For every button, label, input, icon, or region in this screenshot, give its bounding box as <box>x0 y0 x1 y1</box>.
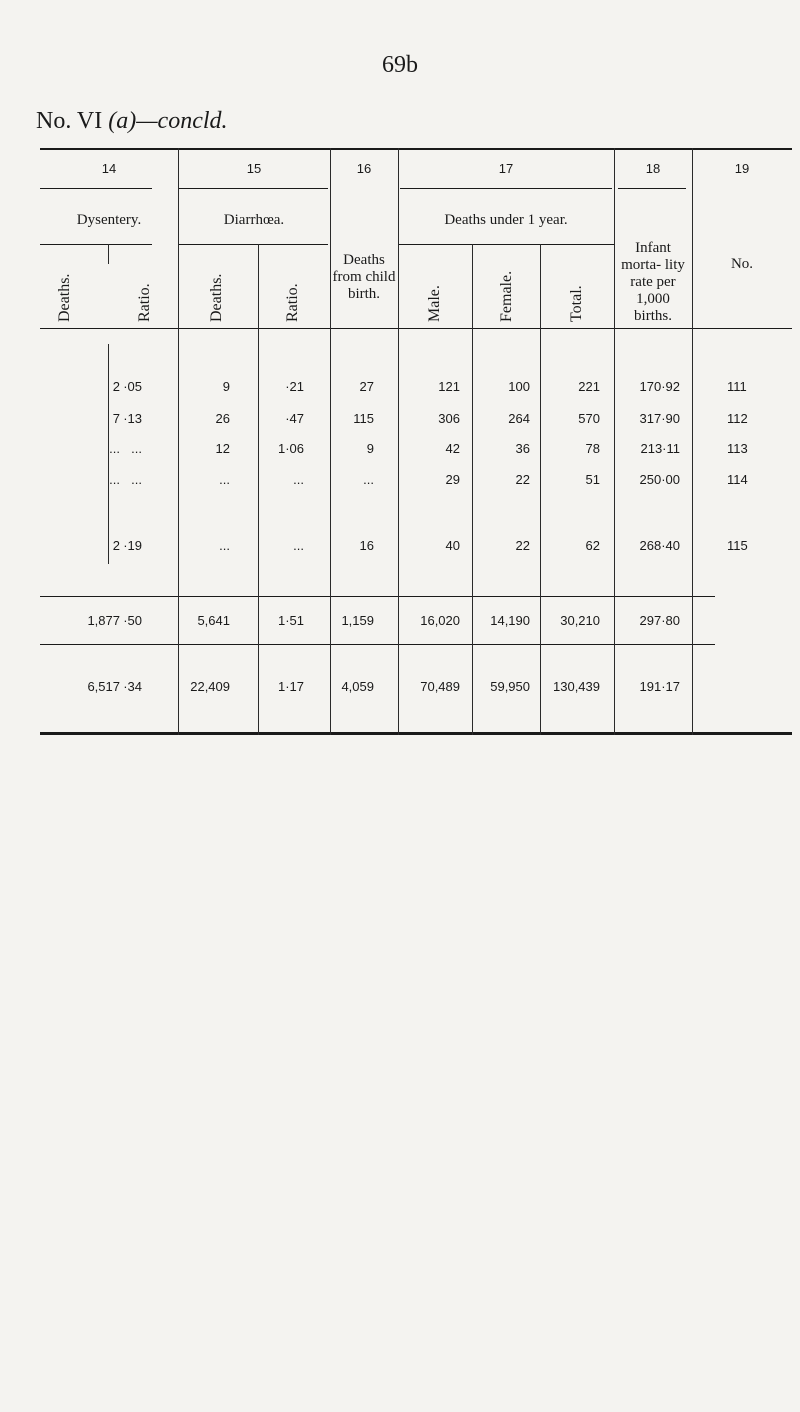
row-1-total: 570 <box>578 411 600 426</box>
row-2-dia-deaths: 12 <box>215 441 230 456</box>
row-0-no: 111 <box>727 379 747 394</box>
row-4-total: 62 <box>585 538 600 553</box>
row-0-dia-deaths: 9 <box>222 379 230 394</box>
sub-female: Female. <box>498 270 515 322</box>
row-4-dys-ratio: ·19 <box>123 538 142 553</box>
group-no: No. <box>730 256 754 272</box>
row-2-dys-deaths: ... <box>109 441 120 456</box>
row-0-imr: 170·92 <box>639 379 680 394</box>
col-number-19: 19 <box>734 161 750 176</box>
total-0-male: 16,020 <box>420 613 460 628</box>
row-0-dys-deaths: 2 <box>112 379 120 394</box>
row-4-female: 22 <box>515 538 530 553</box>
total-0-female: 14,190 <box>490 613 530 628</box>
rule-col14 <box>40 188 152 189</box>
total-0-imr: 297·80 <box>639 613 680 628</box>
group-diarrhoea: Diarrhœa. <box>223 212 285 228</box>
row-3-male: 29 <box>445 472 460 487</box>
rule-col15 <box>178 188 328 189</box>
row-0-childbirth: 27 <box>359 379 374 394</box>
row-1-childbirth: 115 <box>353 411 374 426</box>
row-2-male: 42 <box>445 441 460 456</box>
row-3-female: 22 <box>515 472 530 487</box>
sub-total: Total. <box>568 285 585 322</box>
total-0-dys-deaths: 1,877 <box>87 613 120 628</box>
vline-2 <box>258 244 259 735</box>
row-3-dys-ratio: ... <box>131 472 142 487</box>
total-0-dia-ratio: 1·51 <box>277 613 304 628</box>
sub-male: Male. <box>426 285 443 322</box>
row-2-imr: 213·11 <box>640 441 680 456</box>
header-bottom-rule <box>40 328 792 329</box>
sub-dys-deaths: Deaths. <box>56 273 73 322</box>
row-1-dys-ratio: ·13 <box>123 411 142 426</box>
row-0-total: 221 <box>578 379 600 394</box>
total-1-dia-deaths: 22,409 <box>190 679 230 694</box>
table-heading <box>36 108 228 135</box>
rule-under1 <box>398 244 614 245</box>
total-1-dia-ratio: 1·17 <box>277 679 304 694</box>
total-1-female: 59,950 <box>490 679 530 694</box>
row-1-male: 306 <box>438 411 460 426</box>
row-2-dia-ratio: 1·06 <box>277 441 304 456</box>
top-rule <box>40 148 792 150</box>
row-4-dys-deaths: 2 <box>112 538 120 553</box>
group-infant-mortality: Infant morta- lity rate per 1,000 births. <box>621 240 685 324</box>
row-1-no: 112 <box>727 411 748 426</box>
vline-stub <box>108 244 109 264</box>
total-1-male: 70,489 <box>420 679 460 694</box>
row-2-female: 36 <box>515 441 530 456</box>
sub-dys-ratio: Ratio. <box>136 283 153 322</box>
row-4-dia-deaths: ... <box>219 538 230 553</box>
col-number-18: 18 <box>645 161 661 176</box>
rule-col18 <box>618 188 686 189</box>
row-0-female: 100 <box>508 379 530 394</box>
total-0-dys-ratio: ·50 <box>123 613 142 628</box>
heading-main: No. VI <box>36 108 109 134</box>
row-0-male: 121 <box>438 379 460 394</box>
row-0-dia-ratio: ·21 <box>285 379 304 394</box>
total-1-imr: 191·17 <box>639 679 680 694</box>
heading-paren: (a) <box>108 108 137 134</box>
row-3-dia-deaths: ... <box>219 472 230 487</box>
vline-8 <box>692 148 693 735</box>
row-1-imr: 317·90 <box>639 411 680 426</box>
row-0-dys-ratio: ·05 <box>123 379 142 394</box>
total-1-dys-deaths: 6,517 <box>87 679 120 694</box>
row-2-no: 113 <box>727 441 748 456</box>
rule-dysentery <box>40 244 152 245</box>
total-0-childbirth: 1,159 <box>341 613 374 628</box>
group-dysentery: Dysentery. <box>76 212 142 228</box>
col-number-16: 16 <box>356 161 372 176</box>
row-2-childbirth: 9 <box>366 441 374 456</box>
total-1-childbirth: 4,059 <box>341 679 374 694</box>
vline-5 <box>472 244 473 735</box>
sub-dia-deaths: Deaths. <box>208 273 225 322</box>
col-number-15: 15 <box>246 161 262 176</box>
row-1-dia-deaths: 26 <box>215 411 230 426</box>
sub-dia-ratio: Ratio. <box>284 283 301 322</box>
row-4-childbirth: 16 <box>359 538 374 553</box>
row-3-imr: 250·00 <box>639 472 680 487</box>
vline-6 <box>540 244 541 735</box>
total-0-total: 30,210 <box>560 613 600 628</box>
row-2-dys-ratio: ... <box>131 441 142 456</box>
row-3-dia-ratio: ... <box>293 472 304 487</box>
col-number-17: 17 <box>498 161 514 176</box>
row-1-dys-deaths: 7 <box>112 411 120 426</box>
total-1-dys-ratio: ·34 <box>123 679 142 694</box>
group-deaths-childbirth: Deaths from child birth. <box>332 252 396 302</box>
row-4-male: 40 <box>445 538 460 553</box>
row-1-dia-ratio: ·47 <box>285 411 304 426</box>
row-3-no: 114 <box>727 472 748 487</box>
col-number-14: 14 <box>101 161 117 176</box>
row-4-imr: 268·40 <box>639 538 680 553</box>
total-0-dia-deaths: 5,641 <box>197 613 230 628</box>
page-number: 69b <box>382 52 418 78</box>
row-4-dia-ratio: ... <box>293 538 304 553</box>
row-4-no: 115 <box>727 538 748 553</box>
rule-col17 <box>400 188 612 189</box>
row-1-female: 264 <box>508 411 530 426</box>
group-deaths-under-1: Deaths under 1 year. <box>444 212 568 228</box>
heading-suffix: —concld. <box>136 108 228 134</box>
row-3-total: 51 <box>585 472 600 487</box>
row-2-total: 78 <box>585 441 600 456</box>
total-1-total: 130,439 <box>553 679 600 694</box>
row-3-childbirth: ... <box>363 472 374 487</box>
row-3-dys-deaths: ... <box>109 472 120 487</box>
bottom-rule <box>40 732 792 735</box>
rule-diarrhoea <box>178 244 328 245</box>
